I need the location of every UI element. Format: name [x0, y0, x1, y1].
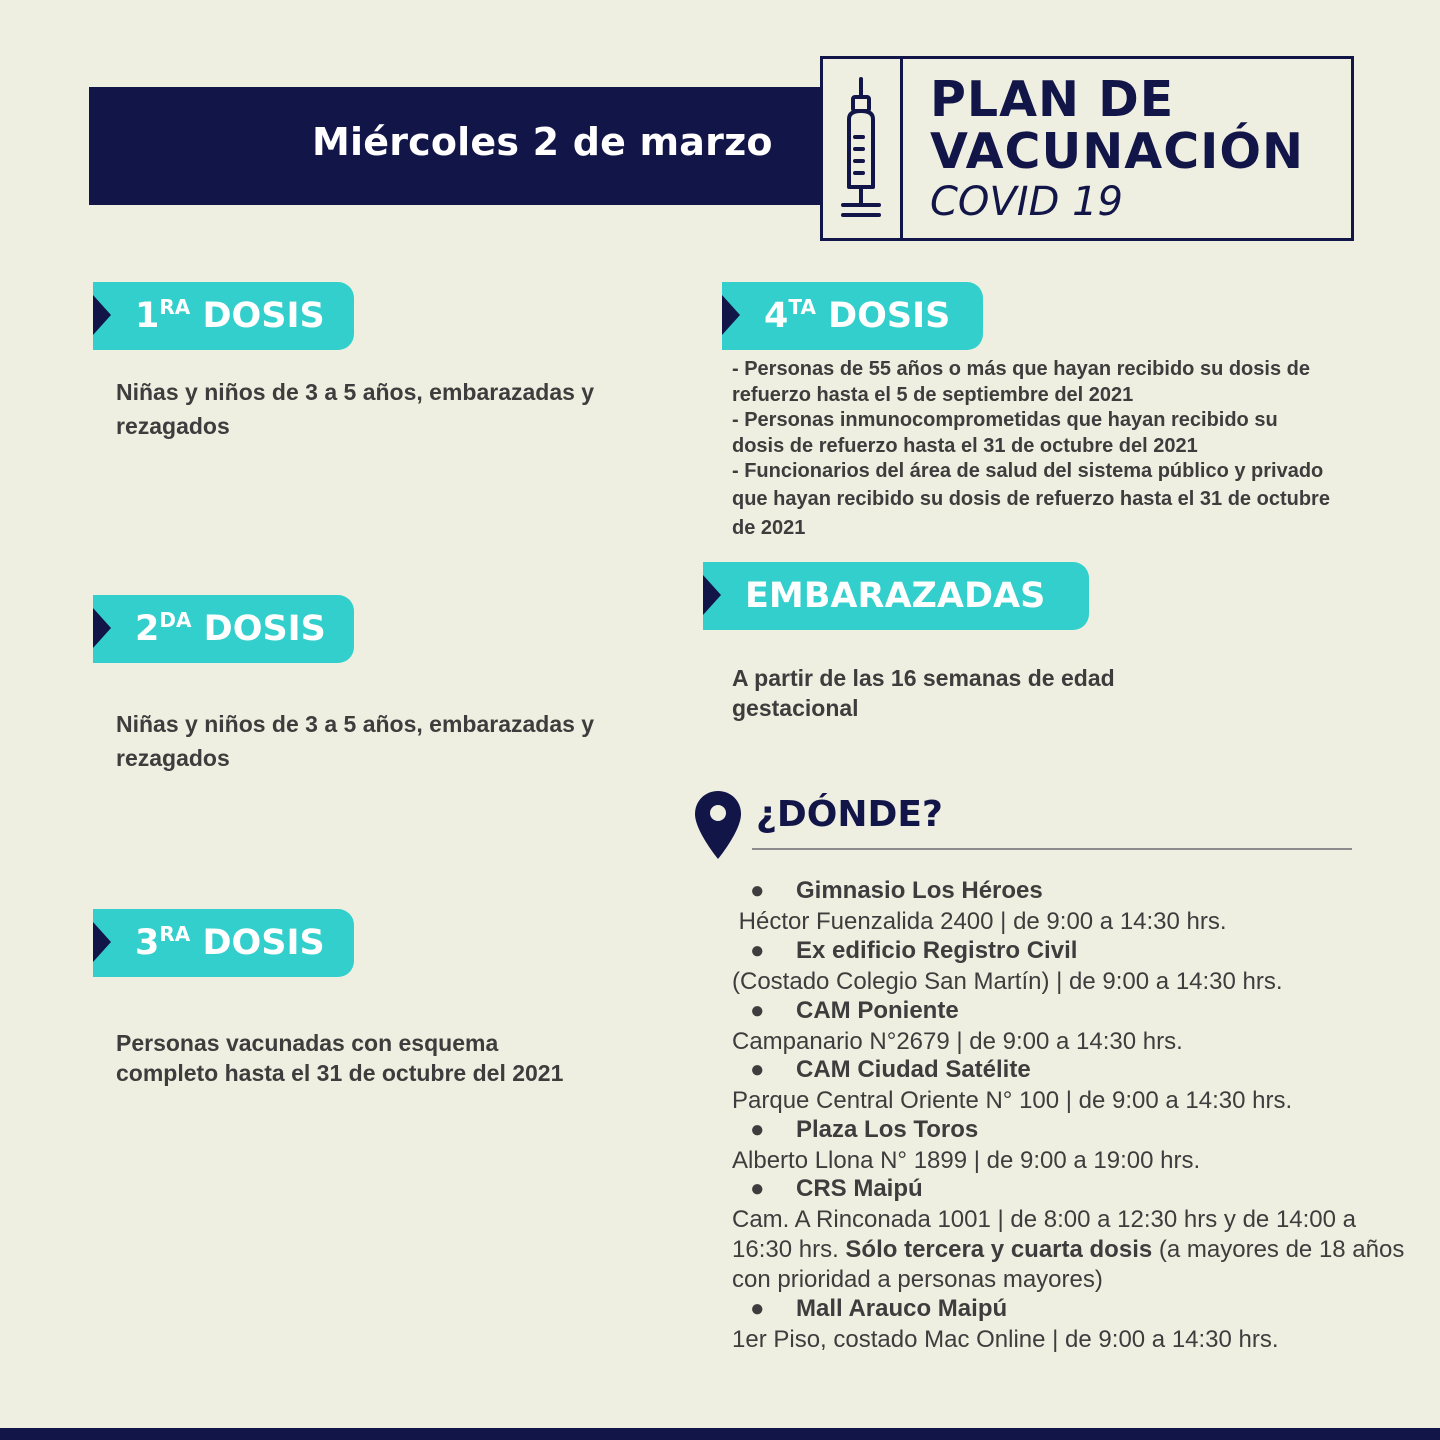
- location-address: Campanario N°2679 | de 9:00 a 14:30 hrs.: [732, 1028, 1183, 1055]
- third-dose-word: DOSIS: [202, 923, 325, 963]
- location-address: (Costado Colegio San Martín) | de 9:00 a 14:30 hrs.: [732, 968, 1283, 995]
- logo-title: [930, 71, 1305, 180]
- date-heading: Miércoles 2 de marzo: [312, 120, 773, 164]
- pregnant-description: [732, 663, 1115, 723]
- first-dose-tag: [93, 282, 354, 350]
- fourth-dose-line: de 2021: [732, 516, 806, 539]
- location-address: Parque Central Oriente N° 100 | de 9:00 a 14:30 hrs.: [732, 1087, 1293, 1114]
- location-name: CAM Poniente: [796, 997, 959, 1024]
- location-address-tail: (a mayores de 18 años con prioridad a personas mayores): [732, 1236, 1405, 1293]
- third-dose-line1: Personas vacunadas con esquema: [116, 1030, 499, 1056]
- fourth-dose-line: dosis de refuerzo hasta el 31 de octubre del 2021: [732, 434, 1198, 457]
- fourth-dose-label: [764, 296, 950, 336]
- footer-bar: [0, 1428, 1440, 1440]
- fourth-dose-line: - Funcionarios del área de salud del sistema público y privado: [732, 460, 1324, 482]
- logo-divider: [900, 59, 903, 238]
- pregnant-label: EMBARAZADAS: [745, 576, 1046, 616]
- arrow-marker-icon: [93, 608, 111, 648]
- first-dose-number: 1: [135, 296, 160, 336]
- location-name: Plaza Los Toros: [796, 1116, 979, 1143]
- location-address: [732, 1205, 1422, 1295]
- syringe-icon: [835, 75, 887, 223]
- bullet: ●: [750, 1056, 765, 1083]
- second-dose-word: DOSIS: [203, 609, 326, 649]
- arrow-marker-icon: [703, 575, 721, 615]
- first-dose-description: [116, 375, 594, 443]
- bullet: ●: [750, 1295, 765, 1322]
- first-dose-line2: rezagados: [116, 413, 230, 439]
- third-dose-label: [135, 923, 325, 963]
- fourth-dose-line: que hayan recibido su dosis de refuerzo hasta el 31 de octubre: [732, 487, 1330, 510]
- location-address: Héctor Fuenzalida 2400 | de 9:00 a 14:30 hrs.: [732, 908, 1227, 935]
- third-dose-description: [116, 1028, 563, 1088]
- second-dose-suffix: DA: [159, 608, 192, 632]
- location-name: CRS Maipú: [796, 1175, 923, 1202]
- first-dose-label: [135, 296, 325, 336]
- bullet: ●: [750, 1116, 765, 1143]
- first-dose-suffix: RA: [159, 295, 191, 319]
- first-dose-word: DOSIS: [202, 296, 325, 336]
- second-dose-label: [135, 609, 326, 649]
- fourth-dose-word: DOSIS: [828, 296, 951, 336]
- location-address: Alberto Llona N° 1899 | de 9:00 a 19:00 hrs.: [732, 1147, 1201, 1174]
- location-name: Mall Arauco Maipú: [796, 1295, 1008, 1322]
- fourth-dose-line: - Personas de 55 años o más que hayan recibido su dosis de: [732, 358, 1310, 380]
- where-divider: [752, 848, 1352, 850]
- third-dose-suffix: RA: [159, 922, 191, 946]
- location-pin-icon: [693, 789, 743, 861]
- bullet: ●: [750, 997, 765, 1024]
- logo-title-line1: PLAN DE: [930, 71, 1175, 128]
- third-dose-tag: [93, 909, 354, 977]
- fourth-dose-line: refuerzo hasta el 5 de septiembre del 2021: [732, 383, 1134, 406]
- logo-title-line2: VACUNACIÓN: [930, 123, 1305, 180]
- arrow-marker-icon: [93, 922, 111, 962]
- location-name: CAM Ciudad Satélite: [796, 1056, 1031, 1083]
- first-dose-line1: Niñas y niños de 3 a 5 años, embarazadas y: [116, 379, 595, 405]
- bullet: ●: [750, 877, 765, 904]
- fourth-dose-number: 4: [764, 296, 789, 336]
- pregnant-line1: A partir de las 16 semanas de edad: [732, 665, 1115, 691]
- vaccination-plan-logo: [820, 56, 1354, 241]
- second-dose-number: 2: [135, 609, 160, 649]
- location-address-note: Sólo tercera y cuarta dosis: [845, 1236, 1153, 1263]
- bullet: ●: [750, 937, 765, 964]
- third-dose-number: 3: [135, 923, 160, 963]
- second-dose-tag: [93, 595, 354, 663]
- second-dose-line2: rezagados: [116, 745, 230, 771]
- pregnant-line2: gestacional: [732, 695, 859, 721]
- fourth-dose-suffix: TA: [788, 295, 816, 319]
- pregnant-tag: [703, 562, 1089, 630]
- arrow-marker-icon: [93, 295, 111, 335]
- fourth-dose-line: - Personas inmunocomprometidas que hayan recibido su: [732, 409, 1278, 431]
- bullet: ●: [750, 1175, 765, 1202]
- where-heading: ¿DÓNDE?: [756, 794, 943, 835]
- second-dose-line1: Niñas y niños de 3 a 5 años, embarazadas y: [116, 711, 595, 737]
- location-address-hours: Cam. A Rinconada 1001 | de 8:00 a 12:30 hrs y de 14:00 a 16:30 hrs.: [732, 1206, 1357, 1263]
- fourth-dose-tag: [722, 282, 983, 350]
- third-dose-line2: completo hasta el 31 de octubre del 2021: [116, 1060, 564, 1086]
- location-name: Gimnasio Los Héroes: [796, 877, 1043, 904]
- arrow-marker-icon: [722, 295, 740, 335]
- location-name: Ex edificio Registro Civil: [796, 937, 1078, 964]
- location-address: 1er Piso, costado Mac Online | de 9:00 a 14:30 hrs.: [732, 1326, 1279, 1353]
- fourth-dose-description: [732, 357, 1330, 543]
- logo-subtitle: COVID 19: [930, 179, 1123, 225]
- second-dose-description: [116, 707, 594, 775]
